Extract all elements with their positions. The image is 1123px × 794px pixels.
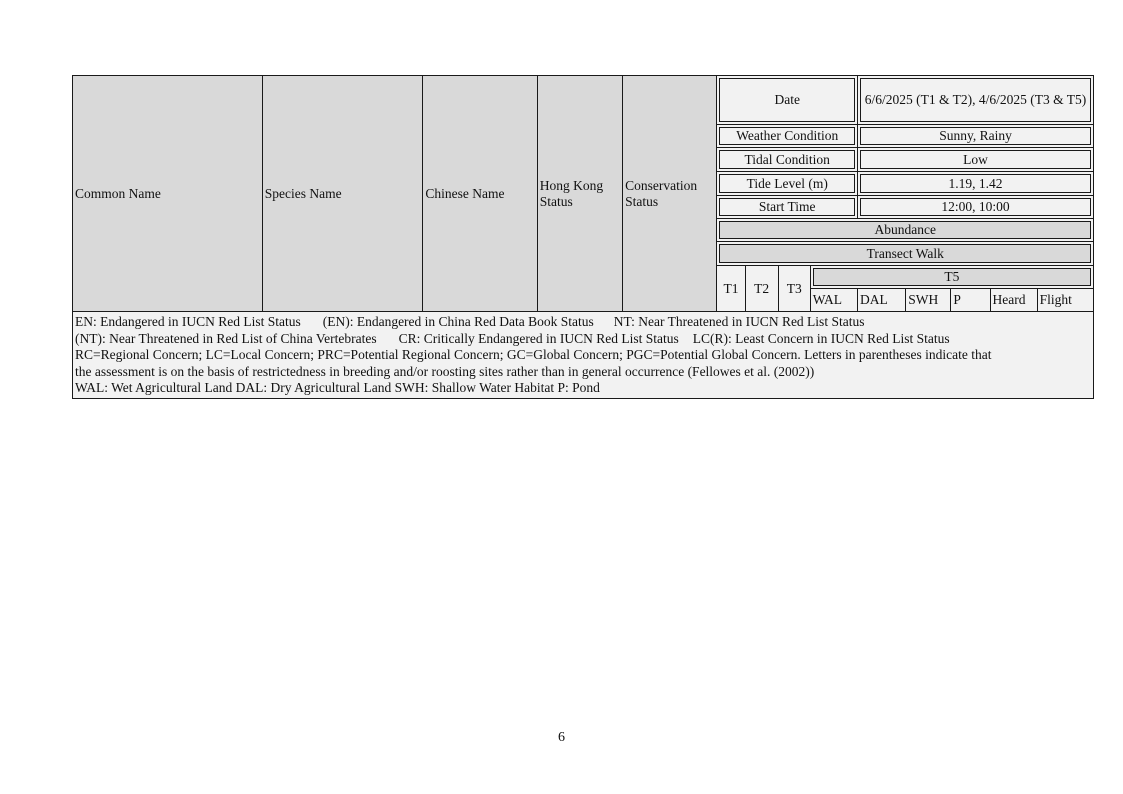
weather-value: Sunny, Rainy [858,125,1094,148]
transect-walk-header: Transect Walk [717,242,1094,266]
table-notes [73,312,1094,399]
notes-line: RC=Regional Concern; LC=Local Concern; PRC=Potential Regional Concern; GC=Global Concern; PGC=Potential Global Concern. Letters in parentheses indicate that [75,347,992,362]
notes-line: EN: Endangered in IUCN Red List Status (EN): Endangered in China Red Data Book Status NT: Near Threatened in IUCN Red List Status [75,314,865,329]
t5-header: T5 [810,266,1093,289]
abundance-header: Abundance [717,219,1094,242]
notes-line: WAL: Wet Agricultural Land DAL: Dry Agricultural Land SWH: Shallow Water Habitat P: Pond [75,380,600,395]
t5-subheader: DAL [858,289,906,312]
transect-header: T3 [778,266,810,312]
start-time-value: 12:00, 10:00 [858,196,1094,219]
start-time-label: Start Time [717,196,858,219]
t5-subheader: WAL [810,289,857,312]
t5-subheader: P [951,289,990,312]
t5-subheader: SWH [906,289,951,312]
transect-header: T2 [745,266,778,312]
header-conservation-status: Conservation Status [623,76,717,312]
tidal-value: Low [858,148,1094,172]
transect-header: T1 [717,266,745,312]
page-number: 6 [558,730,565,745]
header-hong-kong-status: Hong Kong Status [537,76,622,312]
tide-level-value: 1.19, 1.42 [858,172,1094,196]
tide-level-label: Tide Level (m) [717,172,858,196]
survey-table [72,75,1094,399]
tidal-label: Tidal Condition [717,148,858,172]
header-chinese-name: Chinese Name [423,76,537,312]
notes-line: (NT): Near Threatened in Red List of China Vertebrates CR: Critically Endangered in IUCN Red List Status LC(R): Least Concern in IUCN Red List Status [75,330,950,346]
date-label: Date [717,76,858,125]
header-common-name: Common Name [73,76,263,312]
t5-subheader: Flight [1037,289,1093,312]
notes-line: the assessment is on the basis of restrictedness in breeding and/or roosting sites rather than in general occurrence (Fellowes et al. (2002)) [75,363,815,379]
header-species-name: Species Name [262,76,423,312]
date-value: 6/6/2025 (T1 & T2), 4/6/2025 (T3 & T5) [858,76,1094,125]
t5-subheader: Heard [990,289,1037,312]
weather-label: Weather Condition [717,125,858,148]
